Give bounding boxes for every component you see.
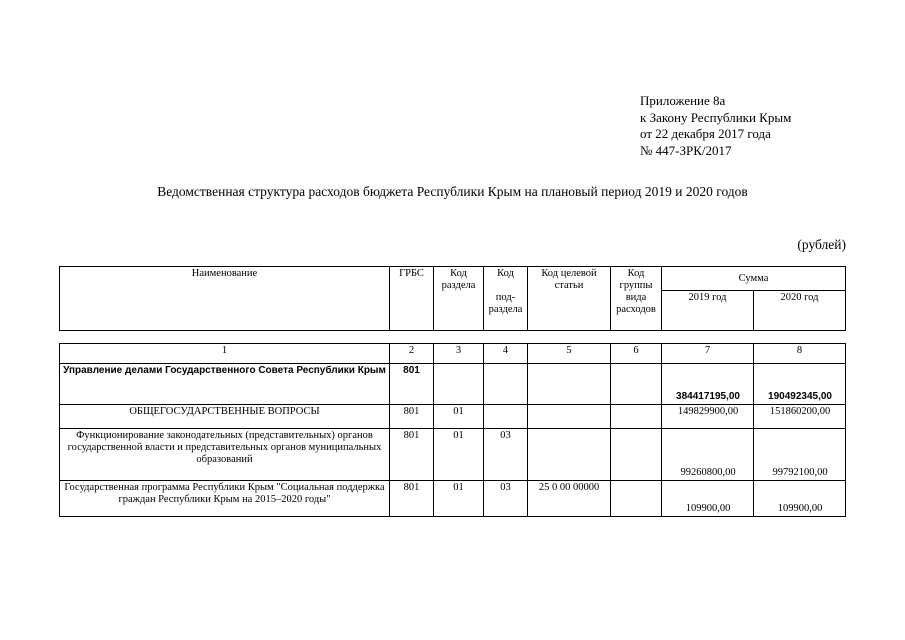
row-2020: 190492345,00 (754, 364, 846, 405)
row-grbs: 801 (390, 429, 434, 481)
header-podrazdel-top: Код (497, 268, 514, 279)
row-podrazdel: 03 (484, 429, 528, 481)
row-razdel: 01 (434, 481, 484, 517)
row-cel: 25 0 00 00000 (528, 481, 611, 517)
header-sum: Сумма (662, 267, 846, 291)
row-cel (528, 429, 611, 481)
row-podrazdel: 03 (484, 481, 528, 517)
appendix-line-3: от 22 декабря 2017 года (640, 126, 771, 141)
header-podrazdel-bottom: под-раздела (488, 292, 523, 315)
row-vid (611, 364, 662, 405)
col-number-3: 3 (434, 344, 484, 364)
col-number-6: 6 (611, 344, 662, 364)
row-razdel: 01 (434, 405, 484, 429)
row-name: ОБЩЕГОСУДАРСТВЕННЫЕ ВОПРОСЫ (60, 405, 390, 429)
table-row (60, 481, 846, 517)
unit-label: (рублей) (797, 237, 846, 252)
row-grbs: 801 (390, 364, 434, 405)
row-2020: 109900,00 (754, 481, 846, 517)
row-podrazdel (484, 364, 528, 405)
row-name: Управление делами Государственного Совета Республики Крым (60, 364, 390, 405)
table-header (59, 266, 846, 331)
row-vid (611, 429, 662, 481)
row-2020: 99792100,00 (754, 429, 846, 481)
row-2020: 151860200,00 (754, 405, 846, 429)
row-podrazdel (484, 405, 528, 429)
row-cel (528, 405, 611, 429)
row-grbs: 801 (390, 405, 434, 429)
col-number-4: 4 (484, 344, 528, 364)
appendix-line-1: Приложение 8а (640, 93, 726, 108)
row-razdel (434, 364, 484, 405)
header-vid (611, 267, 662, 331)
header-name: Наименование (60, 267, 390, 331)
appendix-line-2: к Закону Республики Крым (640, 109, 792, 125)
header-podrazdel (484, 267, 528, 331)
appendix-line-4: № 447-ЗРК/2017 (640, 142, 732, 158)
col-number-5: 5 (528, 344, 611, 364)
row-2019: 149829900,00 (662, 405, 754, 429)
table-row (60, 429, 846, 481)
header-grbs: ГРБС (390, 267, 434, 331)
header-cel: Код целевой статьи (528, 267, 611, 331)
numbering-row (60, 344, 846, 364)
row-2019: 109900,00 (662, 481, 754, 517)
header-vid-top: Код группы (619, 268, 653, 291)
row-vid (611, 481, 662, 517)
row-name: Государственная программа Республики Крым "Социальная поддержка граждан Республики Крым на 2015–2020 годы" (60, 481, 390, 517)
col-number-7: 7 (662, 344, 754, 364)
document-title: Ведомственная структура расходов бюджета Республики Крым на плановый период 2019 и 2020 годов (157, 184, 748, 199)
header-vid-bottom: вида расходов (616, 292, 656, 315)
appendix-block (640, 93, 791, 159)
row-2019: 384417195,00 (662, 364, 754, 405)
col-number-2: 2 (390, 344, 434, 364)
row-name: Функционирование законодательных (представительных) органов государственной власти и представительных органов муниципальных образований (60, 429, 390, 481)
col-number-8: 8 (754, 344, 846, 364)
row-vid (611, 405, 662, 429)
header-razdel: Код раздела (434, 267, 484, 331)
row-grbs: 801 (390, 481, 434, 517)
header-2020: 2020 год (754, 291, 846, 331)
row-cel (528, 364, 611, 405)
table-row (60, 405, 846, 429)
table-row (60, 364, 846, 405)
row-razdel: 01 (434, 429, 484, 481)
col-number-1: 1 (60, 344, 390, 364)
row-2019: 99260800,00 (662, 429, 754, 481)
header-2019: 2019 год (662, 291, 754, 331)
table-body (59, 343, 846, 517)
